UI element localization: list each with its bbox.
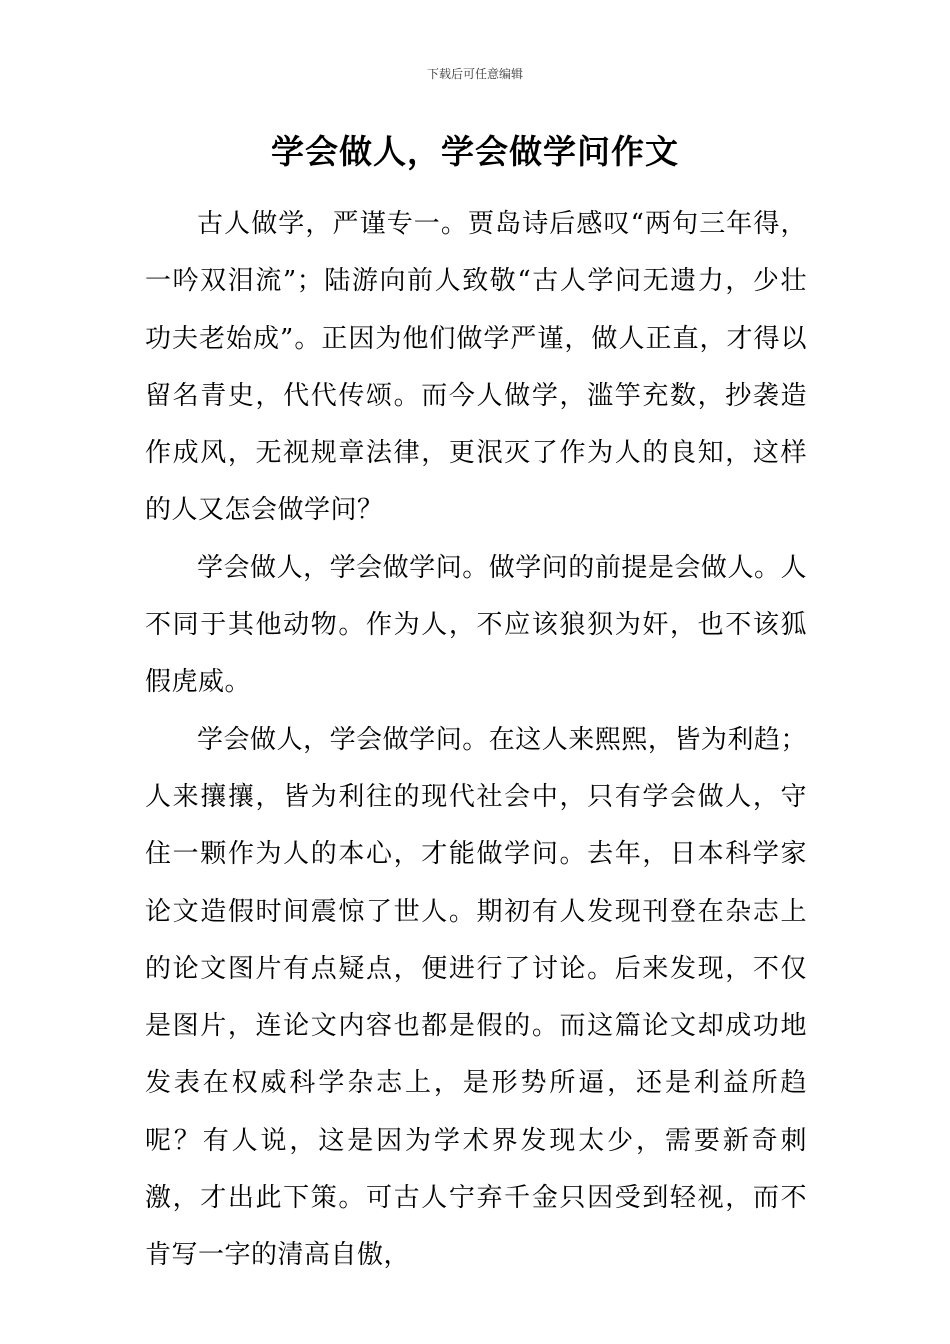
- paragraph-2: 学会做人，学会做学问。做学问的前提是会做人。人不同于其他动物。作为人，不应该狼狈为奸，也不该狐假虎威。: [145, 552, 807, 698]
- document-title: 学会做人，学会做学问作文: [271, 132, 679, 171]
- paragraph-1: 古人做学，严谨专一。贾岛诗后感叹“两句三年得，一吟双泪流”；陆游向前人致敬“古人学问无遗力，少壮功夫老始成”。正因为他们做学严谨，做人正直，才得以留名青史，代代传颂。而今人做学，滥竽充数，抄袭造作成风，无视规章法律，更泯灭了作为人的良知，这样的人又怎会做学问？: [145, 209, 807, 526]
- paragraph-3: 学会做人，学会做学问。在这人来熙熙，皆为利趋；人来攘攘，皆为利往的现代社会中，只有学会做人，守住一颗作为人的本心，才能做学问。去年，日本科学家论文造假时间震惊了世人。期初有人发现刊登在杂志上的论文图片有点疑点，便进行了讨论。后来发现，不仅是图片，连论文内容也都是假的。而这篇论文却成功地发表在权威科学杂志上，是形势所逼，还是利益所趋呢？有人说，这是因为学术界发现太少，需要新奇刺激，才出此下策。可古人宁弃千金只因受到轻视，而不肯写一字的清高自傲，: [145, 724, 807, 1271]
- document-body: [145, 196, 807, 1285]
- header-note: 下载后可任意编辑: [426, 67, 523, 81]
